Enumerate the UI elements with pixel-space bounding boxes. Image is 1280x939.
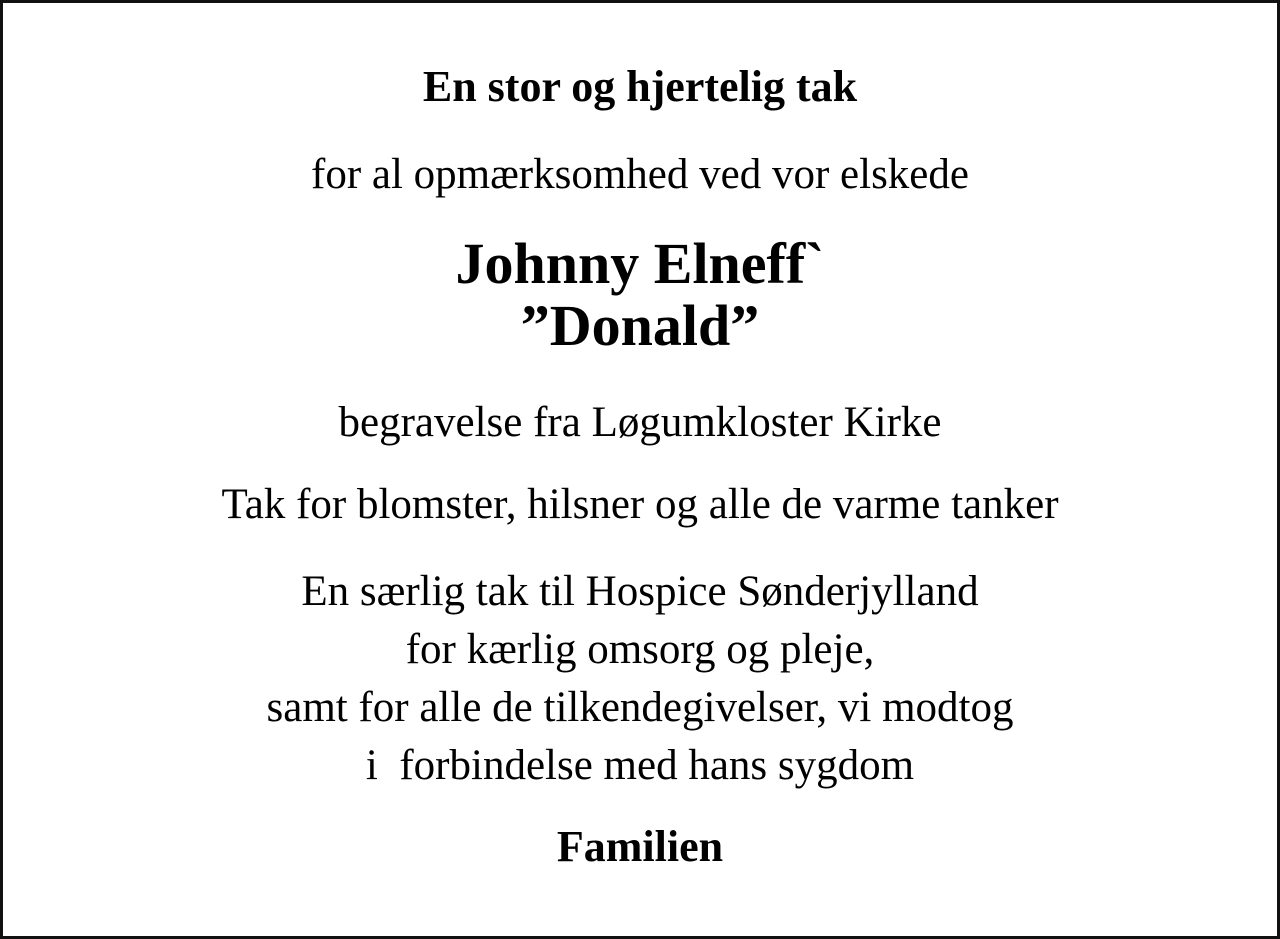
- special-thanks: [3, 563, 1277, 795]
- deceased-name: Johnny Elneff`: [455, 231, 825, 296]
- special-thanks-line: for kærlig omsorg og pleje,: [405, 626, 875, 673]
- notice-intro: for al opmærksomhed ved vor elskede: [311, 151, 969, 198]
- funeral-location: begravelse fra Løgumkloster Kirke: [338, 399, 942, 446]
- deceased-nickname: ”Donald”: [520, 293, 760, 358]
- special-thanks-line: En særlig tak til Hospice Sønderjylland: [301, 568, 979, 615]
- deceased-name-block: [3, 233, 1277, 357]
- general-thanks: Tak for blomster, hilsner og alle de varme tanker: [221, 481, 1059, 528]
- signature: Familien: [556, 822, 724, 871]
- special-thanks-line: samt for alle de tilkendegivelser, vi modtog: [266, 684, 1014, 731]
- special-thanks-line: i forbindelse med hans sygdom: [365, 742, 915, 789]
- notice-heading: En stor og hjertelig tak: [422, 62, 858, 111]
